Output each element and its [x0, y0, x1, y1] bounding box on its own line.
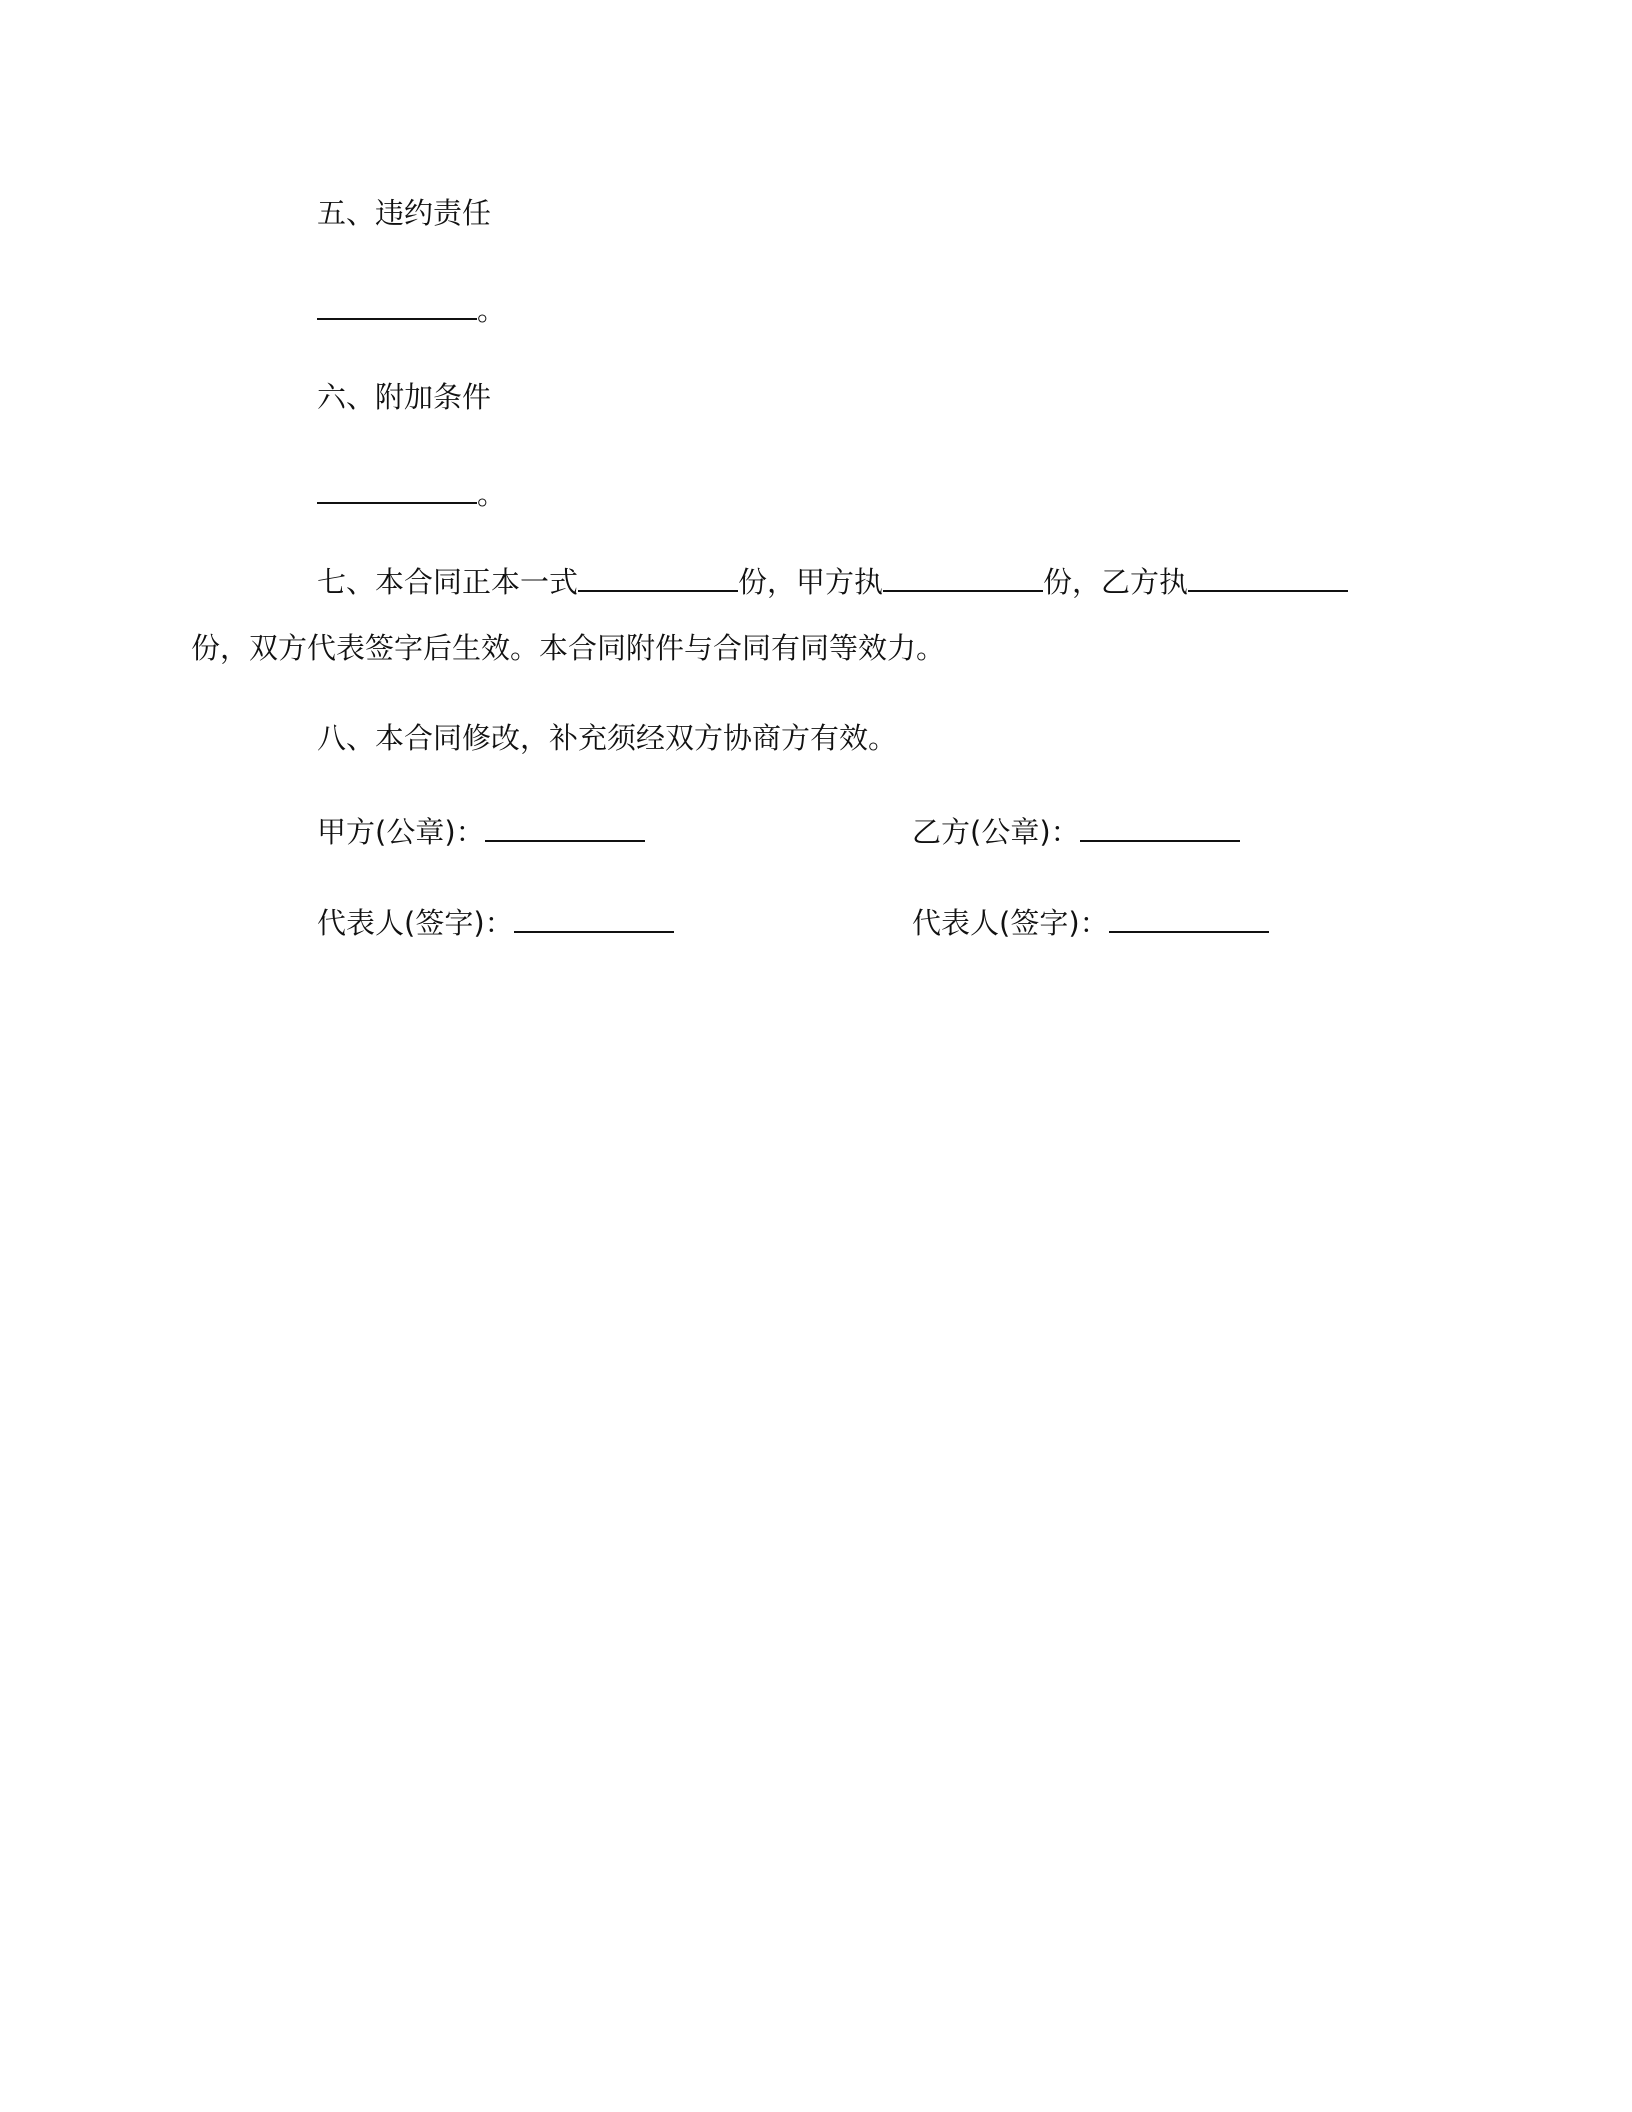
section-7-party-a-copies-blank[interactable] [883, 562, 1043, 592]
party-a-rep-label: 代表人(签字)： [317, 906, 514, 940]
party-b-rep-label: 代表人(签字)： [912, 906, 1109, 940]
section-7-party-b-copies-blank[interactable] [1188, 562, 1348, 592]
section-5-heading [317, 193, 491, 233]
party-a-seal-line [317, 812, 645, 852]
section-8-text: 八、本合同修改，补充须经双方协商方有效。 [317, 721, 898, 755]
section-7-part-1: 七、本合同正本一式 [317, 565, 579, 599]
section-7-part-2: 份，甲方执 [738, 565, 884, 599]
section-7-line-2 [191, 628, 945, 668]
party-b-seal-blank[interactable] [1080, 812, 1240, 842]
section-7-line-2-text: 份，双方代表签字后生效。本合同附件与合同有同等效力。 [191, 631, 946, 665]
section-8 [317, 718, 897, 758]
section-7-part-3: 份，乙方执 [1043, 565, 1189, 599]
party-b-rep-blank[interactable] [1109, 903, 1269, 933]
party-a-rep-blank[interactable] [514, 903, 674, 933]
section-6-fill-line [317, 474, 506, 514]
section-5-fill-end: 。 [477, 293, 507, 327]
section-6-blank[interactable] [317, 474, 477, 504]
party-a-seal-blank[interactable] [485, 812, 645, 842]
section-7-copies-blank[interactable] [578, 562, 738, 592]
section-5-blank[interactable] [317, 290, 477, 320]
section-7-line-1 [317, 562, 1348, 602]
section-6-heading-text: 六、附加条件 [317, 380, 492, 414]
section-5-heading-text: 五、违约责任 [317, 196, 492, 230]
section-6-fill-end: 。 [477, 477, 507, 511]
party-b-rep-line [912, 903, 1269, 943]
party-b-seal-label: 乙方(公章)： [912, 815, 1080, 849]
party-b-seal-line [912, 812, 1240, 852]
party-a-rep-line [317, 903, 674, 943]
section-6-heading [317, 377, 491, 417]
section-5-fill-line [317, 290, 506, 330]
party-a-seal-label: 甲方(公章)： [317, 815, 485, 849]
